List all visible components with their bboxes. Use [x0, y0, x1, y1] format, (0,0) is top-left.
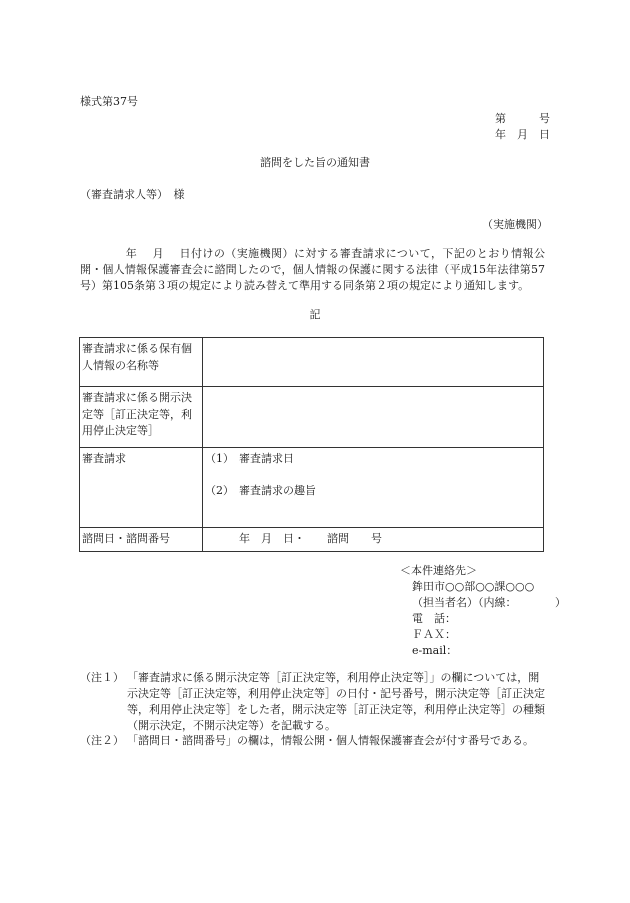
request-date-text: 審査請求日 — [239, 452, 294, 465]
form-number: 様式第37号 — [80, 95, 138, 108]
request-label: 審査請求 — [80, 448, 203, 528]
request-purpose-text: 審査請求の趣旨 — [239, 483, 316, 497]
document-title: 諮問をした旨の通知書 — [260, 156, 370, 169]
table-row — [80, 338, 544, 387]
contact-department: 鉾田市○○部○○課○○○ — [412, 580, 535, 593]
contact-phone: 電 話： — [412, 612, 456, 625]
disclosure-decision-label: 審査請求に係る開示決定等［訂正決定等，利用停止決定等］ — [80, 387, 203, 448]
note-2 — [80, 733, 548, 749]
request-purpose-number: （2） — [205, 483, 234, 497]
table-row — [80, 448, 544, 528]
note-2-text: 「諮問日・諮問番号」の欄は，情報公開・個人情報保護審査会が付す番号である。 — [127, 734, 534, 747]
contact-heading: ＜本件連絡先＞ — [400, 564, 477, 577]
contact-fax: ＦＡＸ： — [412, 628, 456, 641]
disclosure-decision-value — [203, 387, 544, 448]
request-date-number: （1） — [205, 452, 234, 465]
personal-info-name-value — [203, 338, 544, 387]
note-1-text: 「審査請求に係る開示決定等［訂正決定等，利用停止決定等］」の欄については，開示決定等［訂正決定等，利用停止決定等］の日付・記号番号，開示決定等［訂正決定等，利用停止決定等］をした者，開示決定等［訂正決定等，利用停止決定等］の種類（開示決定，不開示決定等）を記載する。 — [127, 671, 545, 732]
contact-person: （担当者名）（内線： ） — [412, 596, 566, 609]
table-row — [80, 528, 544, 552]
note-2-tag: （注２） — [80, 734, 124, 747]
consultation-label: 諮問日・諮問番号 — [80, 528, 203, 552]
request-details — [203, 448, 544, 528]
consultation-value: 年 月 日・ 諮問 号 — [203, 528, 544, 552]
document-date: 年 月 日 — [495, 128, 550, 141]
body-paragraph: 年 月 日付けの（実施機関）に対する審査請求について，下記のとおり情報公開・個人情報保護審査会に諮問したので，個人情報の保護に関する法律（平成15年法律第57号）第105条第３項の規定により読み替えて準用する同条第２項の規定により通知します。 — [80, 247, 545, 292]
note-1-tag: （注１） — [80, 671, 124, 684]
contact-email: e-mail： — [412, 644, 458, 657]
addressee: （審査請求人等） 様 — [80, 188, 185, 201]
document-number: 第 号 — [495, 112, 550, 125]
ki-heading: 記 — [309, 308, 321, 321]
issuing-agency: （実施機関） — [482, 218, 548, 231]
request-purpose-item — [205, 483, 541, 500]
personal-info-name-label: 審査請求に係る保有個人情報の名称等 — [80, 338, 203, 387]
note-1 — [80, 670, 548, 734]
details-table — [79, 337, 544, 552]
table-row — [80, 387, 544, 448]
request-date-item — [205, 451, 541, 468]
